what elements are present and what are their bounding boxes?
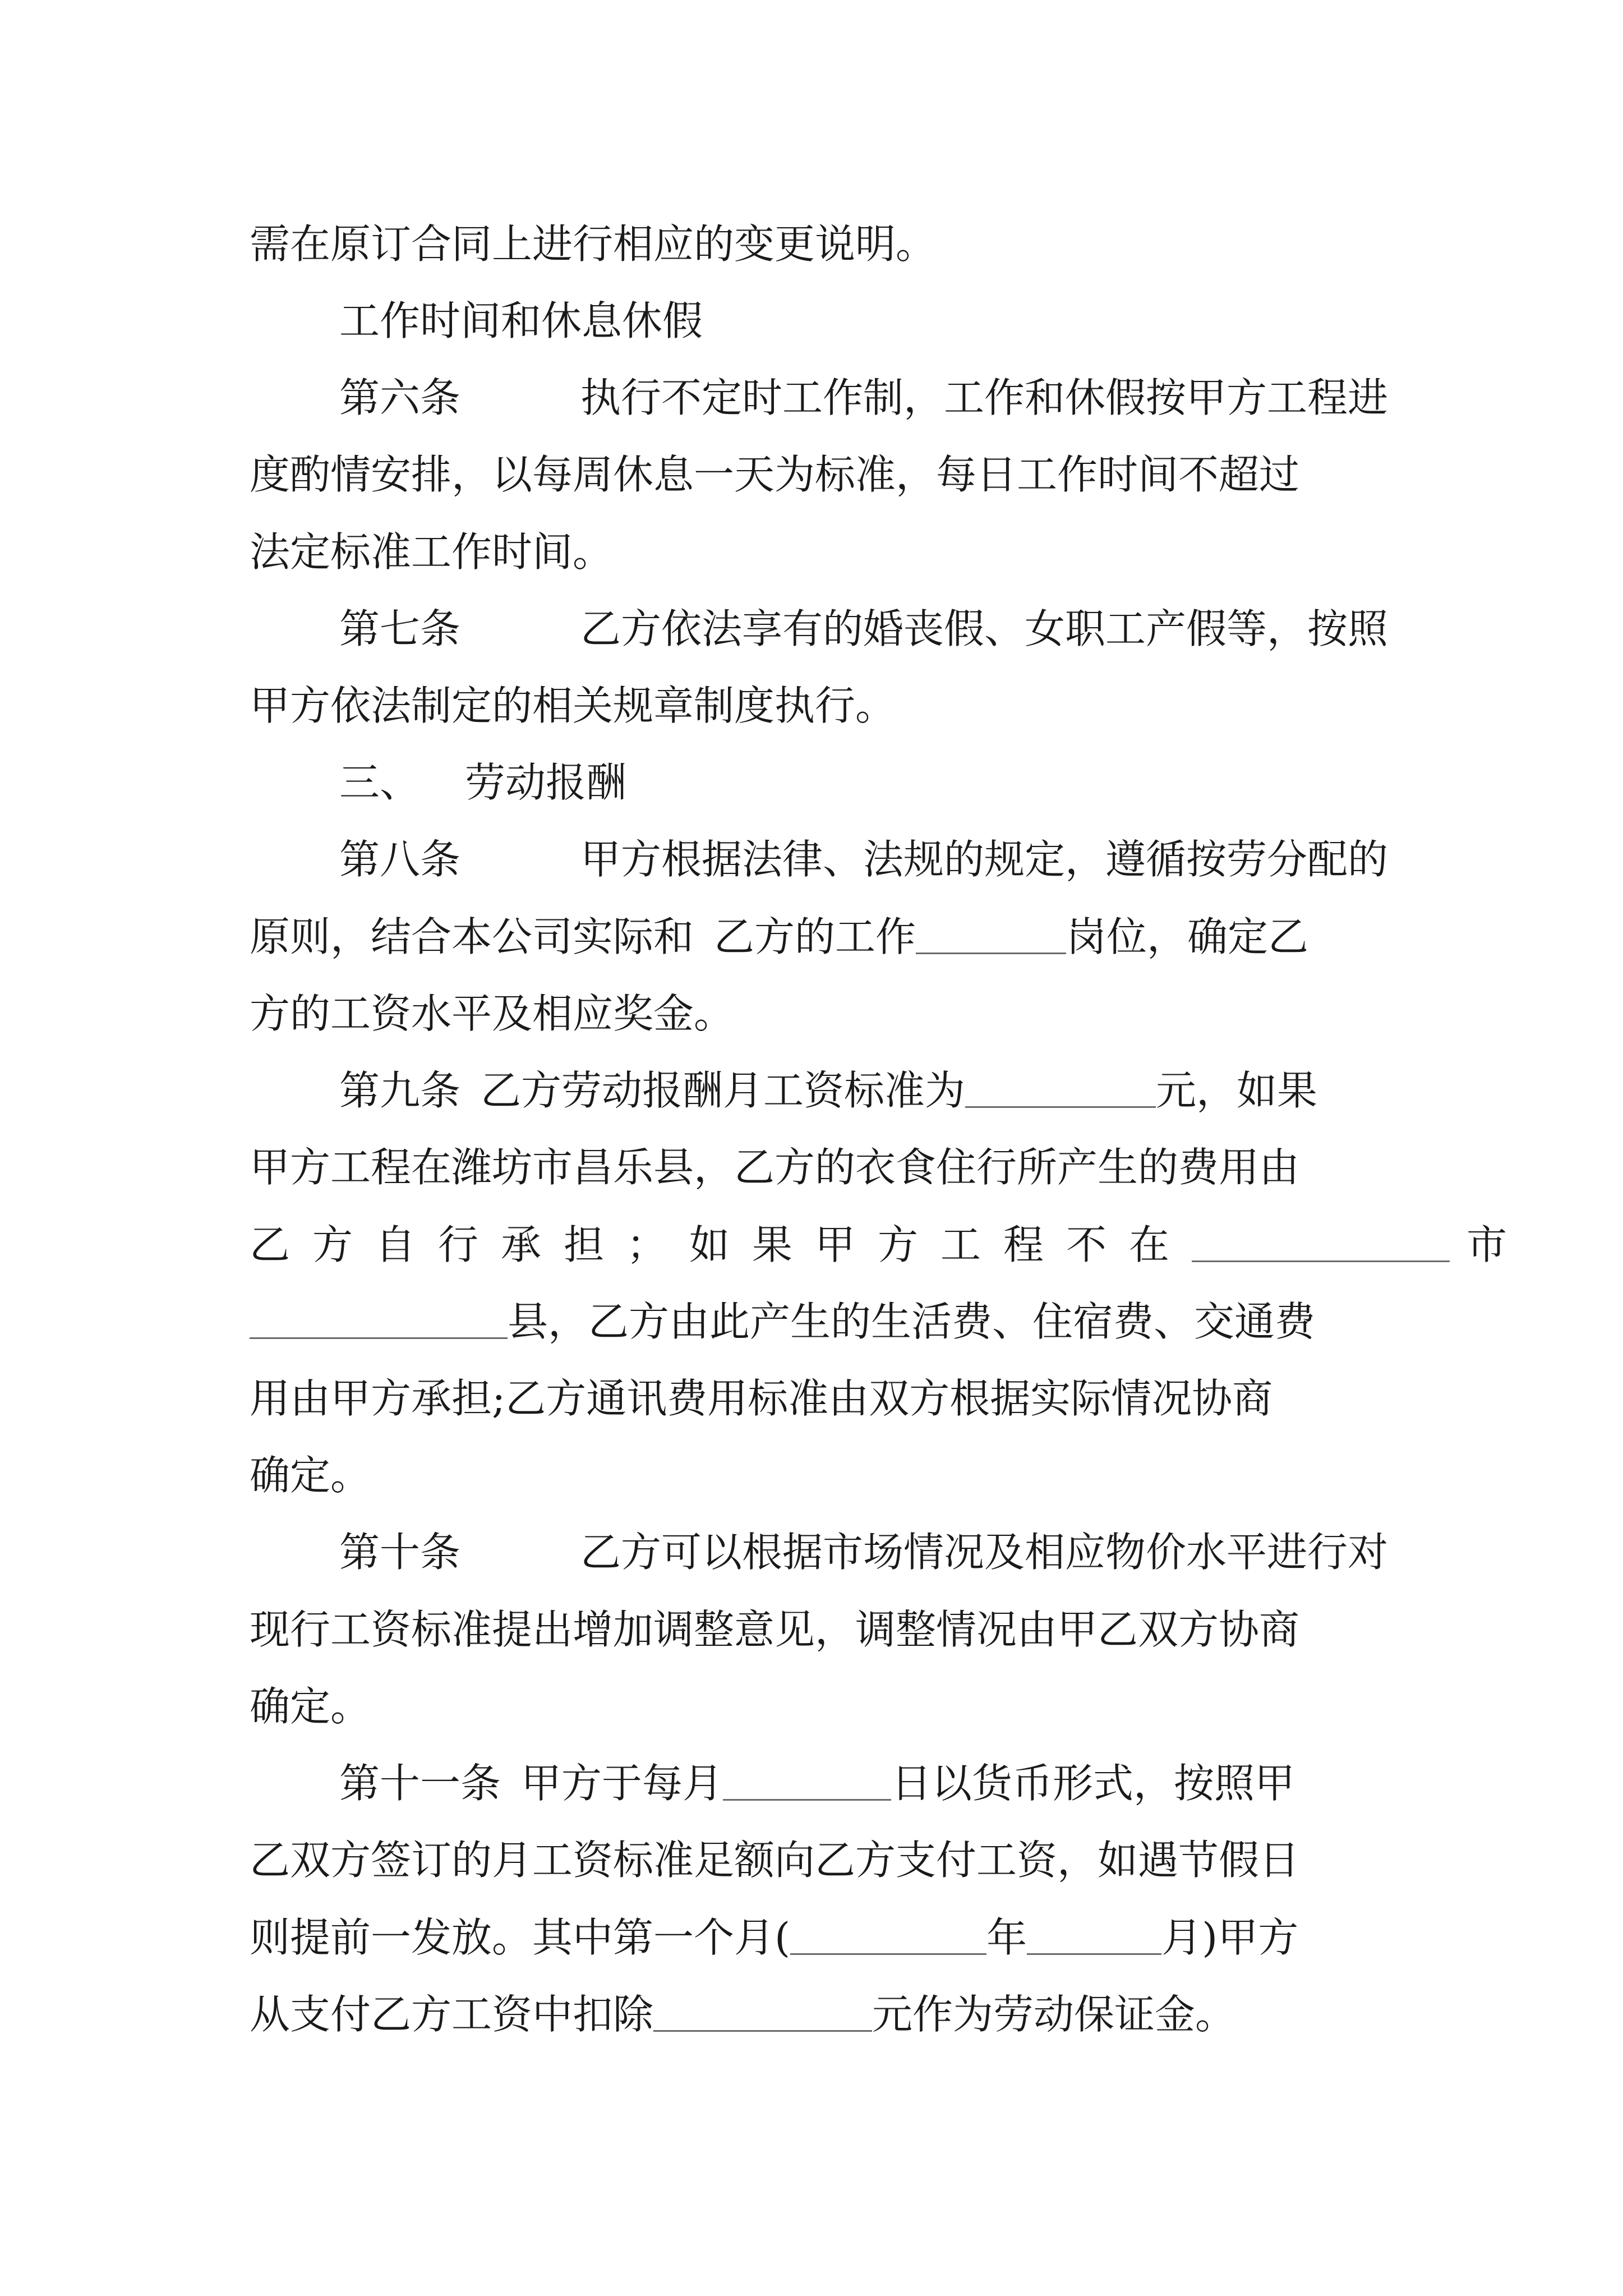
article-11-line-4: 从支付乙方工资中扣除 元作为劳动保证金。	[250, 1986, 1388, 2042]
text-segment: 需在原订合同上进行相应的变更说明。	[250, 220, 937, 268]
article-7-line-2: 甲方依法制定的相关规章制度执行。	[250, 682, 896, 729]
article-9-line-6: 确定。	[250, 1452, 371, 1499]
blank-field[interactable]	[965, 1065, 1156, 1108]
article-6-line-1: 第六条 执行不定时工作制，工作和休假按甲方工程进	[339, 370, 1388, 426]
article-9-line-5: 用由甲方承担;乙方通讯费用标准由双方根据实际情况协商	[250, 1375, 1273, 1422]
article-number: 第八条	[339, 836, 461, 883]
article-6-line-2: 度酌情安排，以每周休息一天为标准，每日工作时间不超过	[250, 451, 1300, 498]
article-number: 第六条	[339, 374, 461, 421]
blank-field[interactable]	[250, 1296, 508, 1339]
article-9-line-2: 甲方工程在潍坊市昌乐县，乙方的衣食住行所产生的费用由	[250, 1144, 1300, 1191]
article-7-line-1: 第七条 乙方依法享有的婚丧假、女职工产假等，按照	[339, 601, 1388, 657]
article-10-line-3: 确定。	[250, 1683, 371, 1730]
article-9-line-1: 第九条 乙方劳动报酬月工资标准为 元，如果	[339, 1062, 1388, 1119]
blank-field[interactable]	[653, 1989, 872, 2032]
article-number: 第九条	[339, 1067, 461, 1114]
article-9-line-3: 乙方自行承担；如果甲方工程不在 市	[250, 1217, 1388, 1273]
section-heading: 三、 劳动报酬	[339, 759, 627, 806]
article-8-line-3: 方的工资水平及相应奖金。	[250, 990, 735, 1037]
article-6-line-3: 法定标准工作时间。	[250, 528, 614, 576]
blank-field[interactable]	[916, 911, 1066, 954]
article-11-line-2: 乙双方签订的月工资标准足额向乙方支付工资，如遇节假日	[250, 1837, 1300, 1884]
article-8-line-1: 第八条 甲方根据法律、法规的规定，遵循按劳分配的	[339, 831, 1388, 887]
article-11-line-3: 则提前一发放。其中第一个月( 年 月)甲方	[250, 1910, 1388, 1966]
article-11-line-1: 第十一条 甲方于每月 日以货币形式，按照甲	[339, 1755, 1388, 1811]
article-10-line-1: 第十条 乙方可以根据市场情况及相应物价水平进行对	[339, 1524, 1388, 1580]
article-number: 第十一条	[339, 1760, 501, 1807]
text-line	[250, 216, 1388, 272]
section-heading: 工作时间和休息休假	[339, 297, 703, 344]
blank-field[interactable]	[1192, 1219, 1450, 1262]
article-number: 第十条	[339, 1529, 461, 1576]
article-number: 第七条	[339, 605, 461, 652]
article-10-line-2: 现行工资标准提出增加调整意见，调整情况由甲乙双方协商	[250, 1606, 1300, 1653]
article-9-line-4: 县，乙方由此产生的生活费、住宿费、交通费	[250, 1294, 1388, 1350]
article-8-line-2: 原则，结合本公司实际和 乙方的工作 岗位，确定乙	[250, 909, 1388, 965]
blank-field[interactable]	[1027, 1912, 1161, 1955]
blank-field[interactable]	[723, 1757, 891, 1801]
blank-field[interactable]	[790, 1912, 986, 1955]
